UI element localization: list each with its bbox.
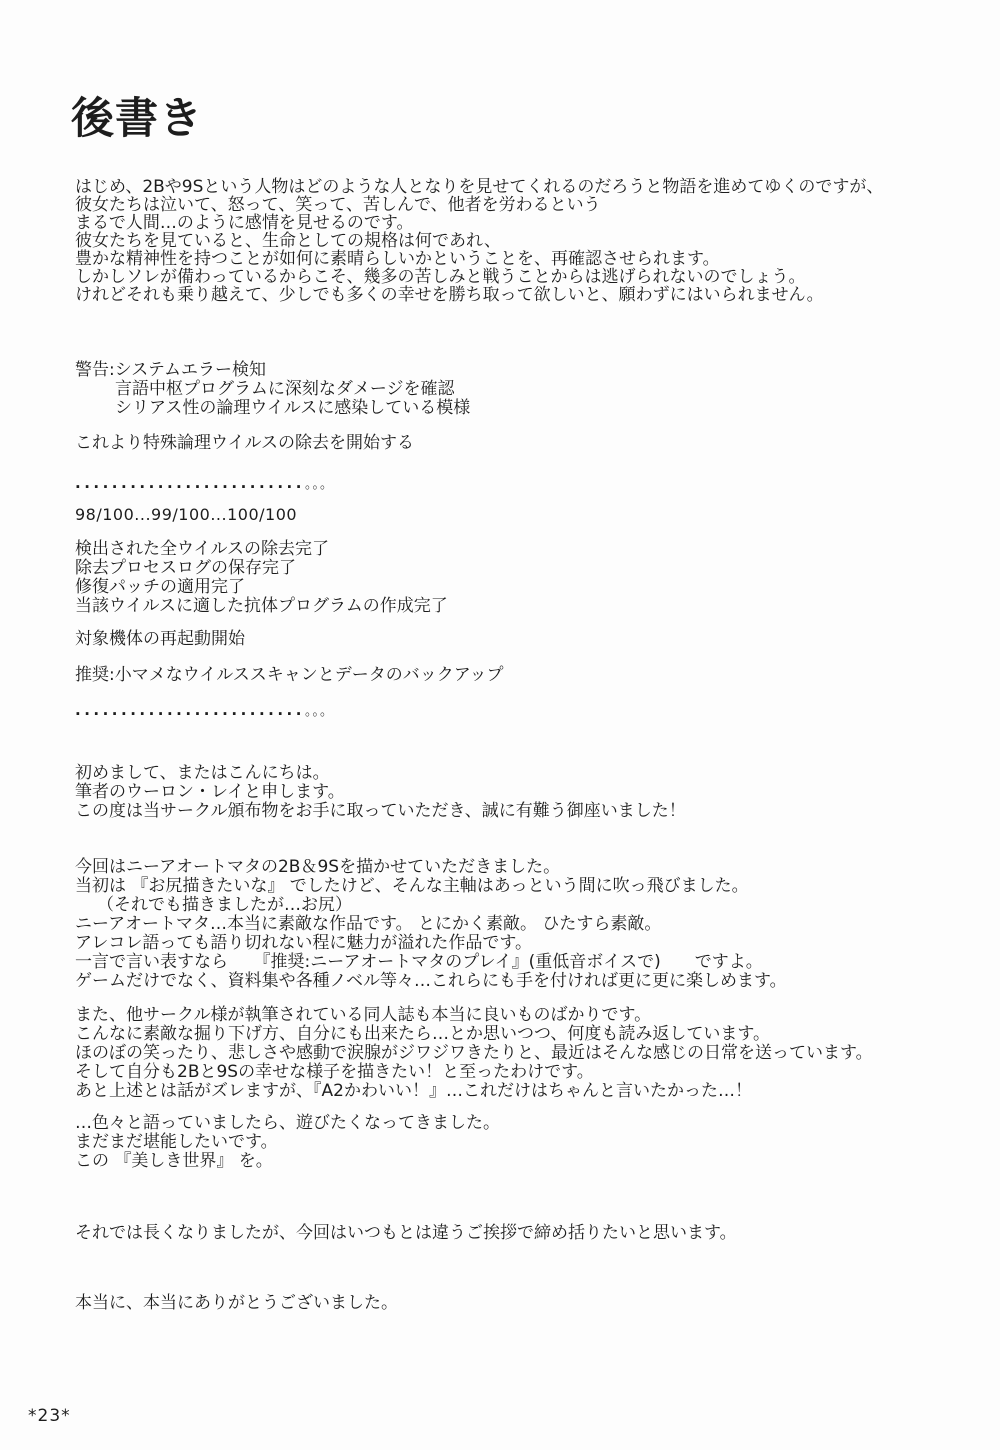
reboot-line [75, 630, 980, 649]
text-line: 警告:システムエラー検知 [75, 360, 267, 380]
text-line: 当初は 『お尻描きたいな』 でしたけど、そんな主軸はあっという間に吹っ飛びました。 [75, 876, 749, 896]
text-line: はじめ、2Bや9Sという人物はどのような人となりを見せてくれるのだろうと物語を進めてゆくのですが、 [75, 177, 884, 197]
page-number: *23* [28, 1406, 71, 1426]
text-line: この 『美しき世界』 を。 [75, 1151, 273, 1171]
text-line: シリアス性の論理ウイルスに感染している模様 [115, 398, 471, 418]
closing-line [75, 1224, 980, 1243]
text-line: 初めまして、またはこんにちは。 [75, 763, 330, 783]
text-line: けれどそれも乗り越えて、少しでも多くの幸せを勝ち取って欲しいと、願わずにはいられません。 [75, 285, 824, 305]
text-line: 98/100...99/100...100/100 [75, 505, 298, 524]
text-line: まるで人間…のように感情を見せるのです。 [75, 213, 414, 233]
recommendation-line [75, 666, 980, 685]
text-line: アレコレ語っても語り切れない程に魅力が溢れた作品です。 [75, 933, 532, 953]
text-line: こんなに素敵な掘り下げ方、自分にも出来たら…とか思いつつ、何度も読み返しています。 [75, 1024, 770, 1044]
text-line: 彼女たちは泣いて、怒って、笑って、苦しんで、他者を労わるという [75, 195, 601, 215]
text-line: まだまだ堪能したいです。 [75, 1132, 278, 1152]
dots: ......................... [75, 701, 305, 719]
progress-dots-line [75, 701, 980, 721]
text-line: 言語中枢プログラムに深刻なダメージを確認 [115, 379, 455, 399]
progress-dots-line [75, 474, 980, 494]
text-line: 豊かな精神性を持つことが如何に素晴らしいかということを、再確認させられます。 [75, 249, 720, 269]
text-line: あと上述とは話がズレますが、『A2かわいい！』…これだけはちゃんと言いたかった…！ [75, 1081, 752, 1101]
text-line: そして自分も2Bと9Sの幸せな様子を描きたい！と至ったわけです。 [75, 1062, 594, 1082]
paragraph-intro [75, 178, 980, 304]
text-line: しかしソレが備わっているからこそ、幾多の苦しみと戦うことからは逃げられないのでしょう。 [75, 267, 806, 287]
text-line: それでは長くなりましたが、今回はいつもとは違うご挨拶で締め括りたいと思います。 [75, 1223, 737, 1243]
text-line: 検出された全ウイルスの除去完了 [75, 539, 329, 559]
text-line: 対象機体の再起動開始 [75, 629, 245, 649]
text-line: ほのぼの笑ったり、悲しさや感動で涙腺がジワジワきたりと、最近はそんな感じの日常を送っています。 [75, 1043, 873, 1063]
text-line: また、他サークル様が執筆されている同人誌も本当に良いものばかりです。 [75, 1005, 652, 1025]
greeting-block [75, 764, 980, 821]
text-line: 推奨:小マメなウイルススキャンとデータのバックアップ [75, 665, 504, 685]
other-circles-block [75, 1006, 980, 1101]
text-line: 本当に、本当にありがとうございました。 [75, 1293, 398, 1313]
text-line: 修復パッチの適用完了 [75, 577, 245, 597]
text-line: これより特殊論理ウイルスの除去を開始する [75, 433, 414, 453]
nier-automata-block [75, 858, 980, 991]
beautiful-world-block [75, 1114, 980, 1171]
text-line: …色々と語っていましたら、遊びたくなってきました。 [75, 1113, 500, 1133]
virus-removal-start-line [75, 434, 980, 453]
trailing-circles: 。。。 [304, 477, 334, 492]
text-line: ニーアオートマタ…本当に素敵な作品です。 とにかく素敵。 ひたすら素敵。 [75, 914, 662, 934]
dots: ......................... [75, 474, 305, 492]
text-line: 除去プロセスログの保存完了 [75, 558, 296, 578]
text-line: 当該ウイルスに適した抗体プログラムの作成完了 [75, 596, 448, 616]
text-line: 彼女たちを見ていると、生命としての規格は何であれ、 [75, 231, 502, 251]
page-title: 後書き [71, 93, 203, 144]
text-line: この度は当サークル頒布物をお手に取っていただき、誠に有難う御座いました！ [75, 801, 686, 821]
text-line: （それでも描きましたが…お尻） [97, 895, 352, 915]
thanks-line [75, 1294, 980, 1313]
progress-counter-line [75, 505, 980, 524]
text-line: ゲームだけでなく、資料集や各種ノベル等々…これらにも手を付ければ更に更に楽しめます。 [75, 971, 787, 991]
removal-complete-block [75, 540, 980, 616]
text-line: 筆者のウーロン・レイと申します。 [75, 782, 345, 802]
trailing-circles: 。。。 [304, 704, 334, 719]
text-line: 今回はニーアオートマタの2B＆9Sを描かせていただきました。 [75, 857, 561, 877]
text-line: 一言で言い表すなら 『推奨:ニーアオートマタのプレイ』(重低音ボイスで) ですよ。 [75, 952, 763, 972]
system-warning-block [75, 361, 980, 418]
